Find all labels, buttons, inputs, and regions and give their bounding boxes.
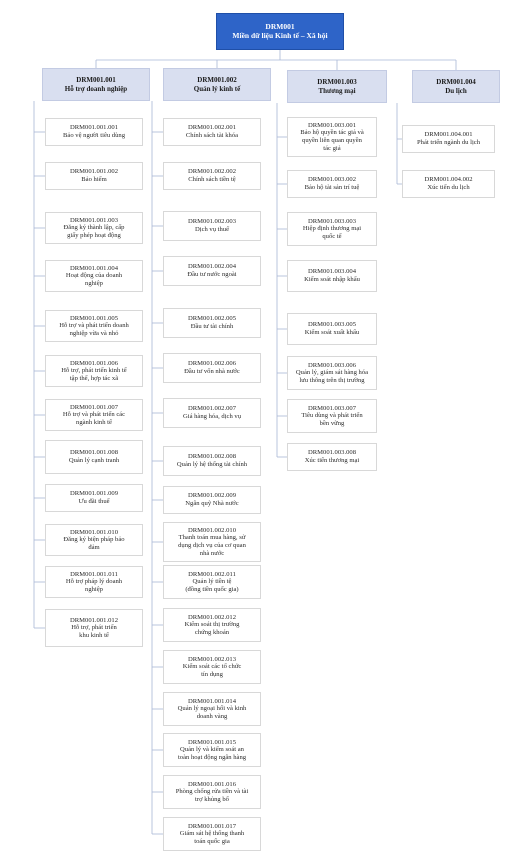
leaf-code: DRM001.003.006 (308, 361, 356, 369)
leaf-node (45, 609, 143, 647)
leaf-code: DRM001.003.002 (308, 176, 356, 184)
leaf-code: DRM001.002.007 (188, 405, 236, 413)
leaf-name: Thanh toán mua hàng, sử dụng dịch vụ của cơ quan nhà nước (178, 534, 246, 557)
leaf-name: Kiểm soát xuất khẩu (304, 329, 360, 336)
leaf-name: Bảo hộ quyền tác giả và quyền liên quan quyền tác giả (300, 129, 364, 152)
leaf-node (163, 775, 261, 809)
leaf-name: Quản lý tiền tệ (đồng tiền quốc gia) (185, 578, 239, 593)
leaf-code: DRM001.003.005 (308, 321, 356, 329)
category-node (287, 70, 387, 103)
leaf-code: DRM001.002.006 (188, 360, 236, 368)
category-name: Quản lý kinh tế (193, 84, 241, 93)
root-name: Miền dữ liệu Kinh tế – Xã hội (232, 30, 328, 40)
leaf-code: DRM001.004.001 (424, 131, 473, 139)
leaf-code: DRM001.001.004 (70, 264, 118, 272)
leaf-name: Đầu tư nước ngoài (187, 271, 237, 278)
category-code: DRM001.003 (317, 78, 357, 87)
leaf-node (163, 353, 261, 383)
leaf-name: Kiểm soát thị trường chứng khoán (184, 621, 240, 636)
leaf-node (163, 256, 261, 286)
leaf-name: Hỗ trợ, phát triển kinh tế tập thể, hợp tác xã (61, 367, 127, 382)
leaf-name: Hiệp định thương mại quốc tế (302, 225, 362, 240)
leaf-name: Xúc tiến thương mại (304, 457, 360, 464)
leaf-name: Quản lý, giám sát hàng hóa lưu thông trên thị trường (295, 369, 369, 384)
leaf-node (163, 446, 261, 476)
category-node (42, 68, 150, 101)
category-node (412, 70, 500, 103)
leaf-node (163, 308, 261, 338)
leaf-code: DRM001.001.006 (70, 359, 118, 367)
leaf-node (287, 313, 377, 345)
leaf-name: Đăng ký biện pháp bảo đảm (63, 536, 125, 551)
leaf-node (45, 440, 143, 474)
root-node (216, 13, 344, 50)
leaf-node (287, 443, 377, 471)
leaf-name: Chính sách tiền tệ (188, 176, 236, 183)
leaf-name: Phòng chống rửa tiền và tài trợ khủng bố (175, 788, 249, 803)
category-code: DRM001.001 (76, 76, 116, 85)
leaf-code: DRM001.001.007 (70, 403, 118, 411)
category-code: DRM001.004 (436, 78, 476, 87)
leaf-code: DRM001.001.002 (70, 168, 118, 176)
leaf-node (163, 486, 261, 514)
leaf-name: Kiểm soát nhập khẩu (304, 276, 360, 283)
leaf-name: Ưu đãi thuế (78, 498, 110, 505)
leaf-code: DRM001.002.003 (188, 218, 236, 226)
leaf-node (45, 212, 143, 244)
leaf-name: Hỗ trợ và phát triển các ngành kinh tế (62, 411, 126, 426)
leaf-code: DRM001.003.008 (308, 449, 356, 457)
leaf-code: DRM001.001.016 (188, 780, 236, 788)
leaf-node (45, 355, 143, 387)
leaf-name: Bảo vệ người tiêu dùng (63, 132, 125, 139)
leaf-name: Quản lý và kiểm soát an toàn hoạt động ngân hàng (177, 746, 247, 761)
leaf-code: DRM001.003.003 (308, 217, 356, 225)
leaf-node (163, 733, 261, 767)
leaf-name: Phát triển ngành du lịch (417, 139, 480, 146)
category-name: Hỗ trợ doanh nghiệp (64, 84, 128, 93)
category-node (163, 68, 271, 101)
leaf-name: Đầu tư tài chính (190, 323, 234, 330)
leaf-code: DRM001.004.002 (424, 176, 473, 184)
leaf-node (402, 125, 495, 153)
leaf-name: Hoạt động của doanh nghiệp (65, 272, 123, 287)
leaf-node (163, 817, 261, 851)
leaf-name: Dịch vụ thuế (194, 226, 230, 233)
leaf-code: DRM001.001.014 (188, 697, 236, 705)
leaf-node (163, 692, 261, 726)
leaf-node (163, 650, 261, 684)
leaf-code: DRM001.001.005 (70, 314, 118, 322)
leaf-name: Quản lý hệ thống tài chính (176, 461, 248, 468)
leaf-code: DRM001.002.002 (188, 168, 236, 176)
leaf-node (402, 170, 495, 198)
leaf-code: DRM001.002.011 (188, 570, 236, 578)
leaf-code: DRM001.002.001 (188, 124, 236, 132)
leaf-code: DRM001.001.017 (188, 822, 236, 830)
leaf-node (45, 260, 143, 292)
leaf-node (45, 162, 143, 190)
leaf-code: DRM001.001.009 (70, 490, 118, 498)
leaf-node (45, 524, 143, 556)
leaf-name: Giám sát hệ thống thanh toán quốc gia (179, 830, 245, 845)
leaf-node (45, 118, 143, 146)
leaf-node (163, 522, 261, 562)
leaf-name: Kiểm soát các tổ chức tín dụng (182, 663, 242, 678)
leaf-node (287, 399, 377, 433)
leaf-code: DRM001.001.011 (70, 570, 118, 578)
leaf-code: DRM001.001.008 (70, 449, 118, 457)
leaf-node (287, 260, 377, 292)
category-name: Du lịch (445, 86, 467, 95)
leaf-code: DRM001.002.005 (188, 315, 236, 323)
leaf-code: DRM001.001.010 (70, 528, 118, 536)
leaf-name: Hỗ trợ pháp lý doanh nghiệp (65, 578, 123, 593)
leaf-node (163, 211, 261, 241)
leaf-name: Chính sách tài khóa (185, 132, 239, 139)
leaf-node (287, 170, 377, 198)
leaf-name: Đăng ký thành lập, cấp giấy phép hoạt động (63, 224, 125, 239)
leaf-code: DRM001.002.013 (188, 655, 236, 663)
leaf-node (45, 484, 143, 512)
leaf-node (287, 117, 377, 157)
leaf-code: DRM001.001.001 (70, 124, 118, 132)
root-code: DRM001 (265, 21, 295, 31)
leaf-code: DRM001.002.009 (188, 492, 236, 500)
leaf-node (287, 212, 377, 246)
leaf-name: Hỗ trợ, phát triển khu kinh tế (71, 624, 117, 639)
category-name: Thương mại (318, 86, 356, 95)
leaf-node (45, 399, 143, 431)
category-code: DRM001.002 (197, 76, 237, 85)
leaf-node (45, 566, 143, 598)
leaf-code: DRM001.001.015 (188, 738, 236, 746)
leaf-name: Bảo hộ tài sản trí tuệ (304, 184, 360, 191)
leaf-name: Bảo hiểm (81, 176, 107, 183)
leaf-name: Quản lý ngoại hối và kinh doanh vàng (177, 705, 247, 720)
leaf-name: Hỗ trợ và phát triển doanh nghiệp vừa và nhỏ (59, 322, 129, 337)
leaf-code: DRM001.002.008 (188, 453, 236, 461)
leaf-code: DRM001.002.012 (188, 613, 236, 621)
leaf-name: Xúc tiến du lịch (427, 184, 470, 191)
leaf-node (163, 398, 261, 428)
leaf-name: Đầu tư vốn nhà nước (184, 368, 240, 375)
leaf-node (163, 162, 261, 190)
leaf-code: DRM001.002.010 (188, 526, 236, 534)
leaf-node (163, 608, 261, 642)
leaf-code: DRM001.001.003 (70, 216, 118, 224)
leaf-name: Quản lý cạnh tranh (68, 457, 120, 464)
leaf-code: DRM001.001.012 (70, 616, 118, 624)
leaf-name: Tiêu dùng và phát triển bền vững (301, 412, 363, 427)
leaf-node (45, 310, 143, 342)
leaf-code: DRM001.002.004 (188, 263, 236, 271)
leaf-code: DRM001.003.001 (308, 121, 356, 129)
leaf-name: Giá hàng hóa, dịch vụ (182, 413, 242, 420)
leaf-code: DRM001.003.007 (308, 404, 356, 412)
leaf-name: Ngân quỹ Nhà nước (185, 500, 239, 507)
leaf-node (163, 565, 261, 599)
leaf-code: DRM001.003.004 (308, 268, 356, 276)
leaf-node (287, 356, 377, 390)
leaf-node (163, 118, 261, 146)
